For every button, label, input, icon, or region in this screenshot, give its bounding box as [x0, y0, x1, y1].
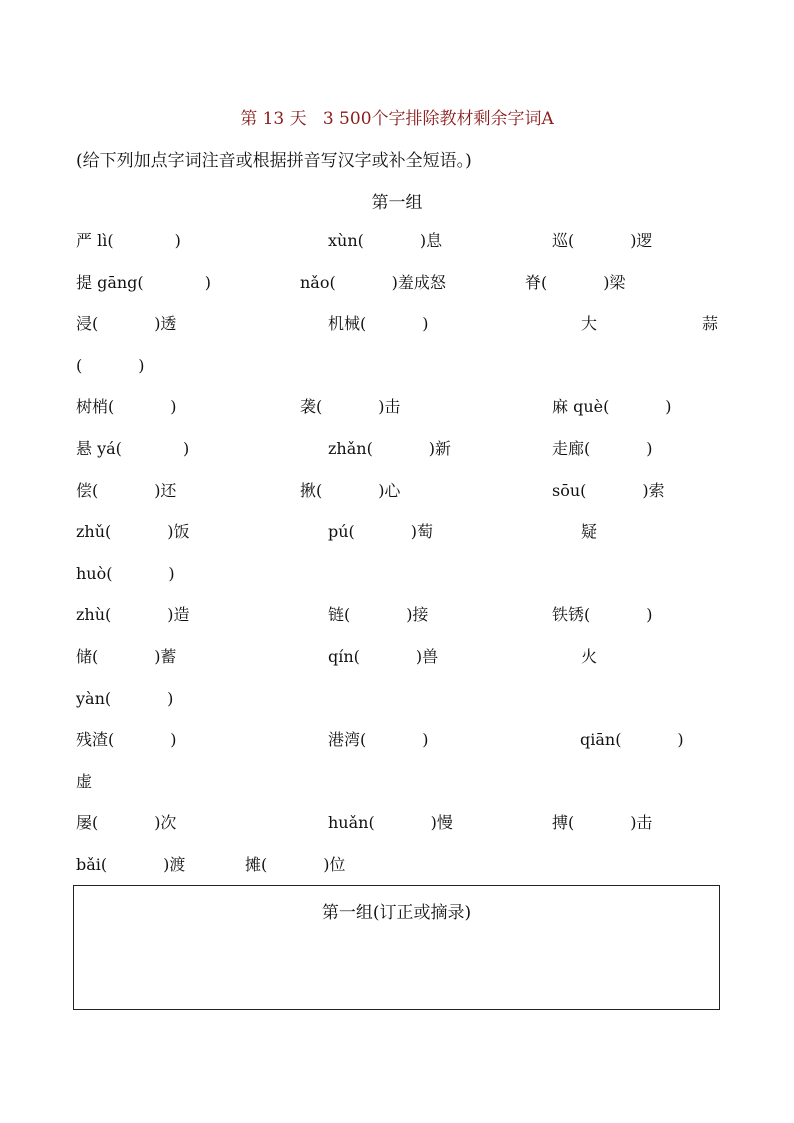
- exercise-item: 大: [581, 314, 598, 333]
- exercise-row: [0, 562, 794, 592]
- instruction-text: (给下列加点字词注音或根据拼音写汉字或补全短语。): [76, 151, 472, 171]
- exercise-row: [0, 520, 794, 550]
- exercise-item: 悬 yá( ): [76, 439, 190, 458]
- exercise-item: 脊( )梁: [525, 273, 626, 292]
- exercise-item: 储( )蓄: [76, 647, 177, 666]
- exercise-item: yàn( ): [76, 689, 174, 708]
- exercise-item: 铁锈( ): [552, 605, 653, 624]
- exercise-row: [0, 853, 794, 883]
- exercise-item: 机械( ): [328, 314, 429, 333]
- exercise-item: 树梢( ): [76, 397, 177, 416]
- exercise-item: 偿( )还: [76, 481, 177, 500]
- exercise-item: 麻 què( ): [552, 397, 672, 416]
- exercise-item: qiān( ): [580, 730, 684, 749]
- exercise-row: [0, 312, 794, 342]
- exercise-item: ( ): [76, 356, 145, 375]
- exercise-row: [0, 437, 794, 467]
- exercise-item: 港湾( ): [328, 730, 429, 749]
- page-title: 第 13 天 3 500个字排除教材剩余字词A: [240, 109, 554, 129]
- exercise-item: 提 gāng( ): [76, 273, 211, 292]
- exercise-item: pú( )萄: [328, 522, 433, 541]
- exercise-row: [0, 395, 794, 425]
- exercise-item: 疑: [581, 522, 598, 541]
- exercise-item: 虚: [76, 772, 93, 791]
- exercise-item: zhǔ( )饭: [76, 522, 190, 541]
- correction-box-title: 第一组(订正或摘录): [321, 903, 472, 923]
- exercise-item: nǎo( )羞成怒: [300, 273, 446, 292]
- exercise-item: 屡( )次: [76, 813, 177, 832]
- exercise-row: [0, 811, 794, 841]
- exercise-item: 浸( )透: [76, 314, 177, 333]
- exercise-item: 搏( )击: [552, 813, 653, 832]
- exercise-item: 蒜: [702, 314, 719, 333]
- exercise-item: sōu( )索: [552, 481, 665, 500]
- exercise-item: bǎi( )渡: [76, 855, 186, 874]
- exercise-item: 巡( )逻: [552, 231, 653, 250]
- correction-box[interactable]: [73, 885, 720, 1010]
- exercise-item: zhù( )造: [76, 605, 190, 624]
- exercise-item: huò( ): [76, 564, 175, 583]
- exercise-item: 走廊( ): [552, 439, 653, 458]
- exercise-item: 严 lì( ): [76, 231, 181, 250]
- exercise-row: [0, 770, 794, 800]
- group-heading: 第一组: [371, 193, 423, 213]
- exercise-item: huǎn( )慢: [328, 813, 453, 832]
- exercise-item: xùn( )息: [328, 231, 443, 250]
- exercise-row: [0, 271, 794, 301]
- exercise-row: [0, 603, 794, 633]
- exercise-item: 火: [581, 647, 598, 666]
- exercise-item: 袭( )击: [300, 397, 401, 416]
- exercise-row: [0, 728, 794, 758]
- exercise-row: [0, 354, 794, 384]
- exercise-item: zhǎn( )新: [328, 439, 452, 458]
- exercise-row: [0, 687, 794, 717]
- exercise-row: [0, 645, 794, 675]
- exercise-row: [0, 229, 794, 259]
- exercise-item: qín( )兽: [328, 647, 439, 666]
- exercise-item: 链( )接: [328, 605, 429, 624]
- exercise-row: [0, 479, 794, 509]
- exercise-item: 摊( )位: [245, 855, 346, 874]
- exercise-item: 揪( )心: [300, 481, 401, 500]
- exercise-item: 残渣( ): [76, 730, 177, 749]
